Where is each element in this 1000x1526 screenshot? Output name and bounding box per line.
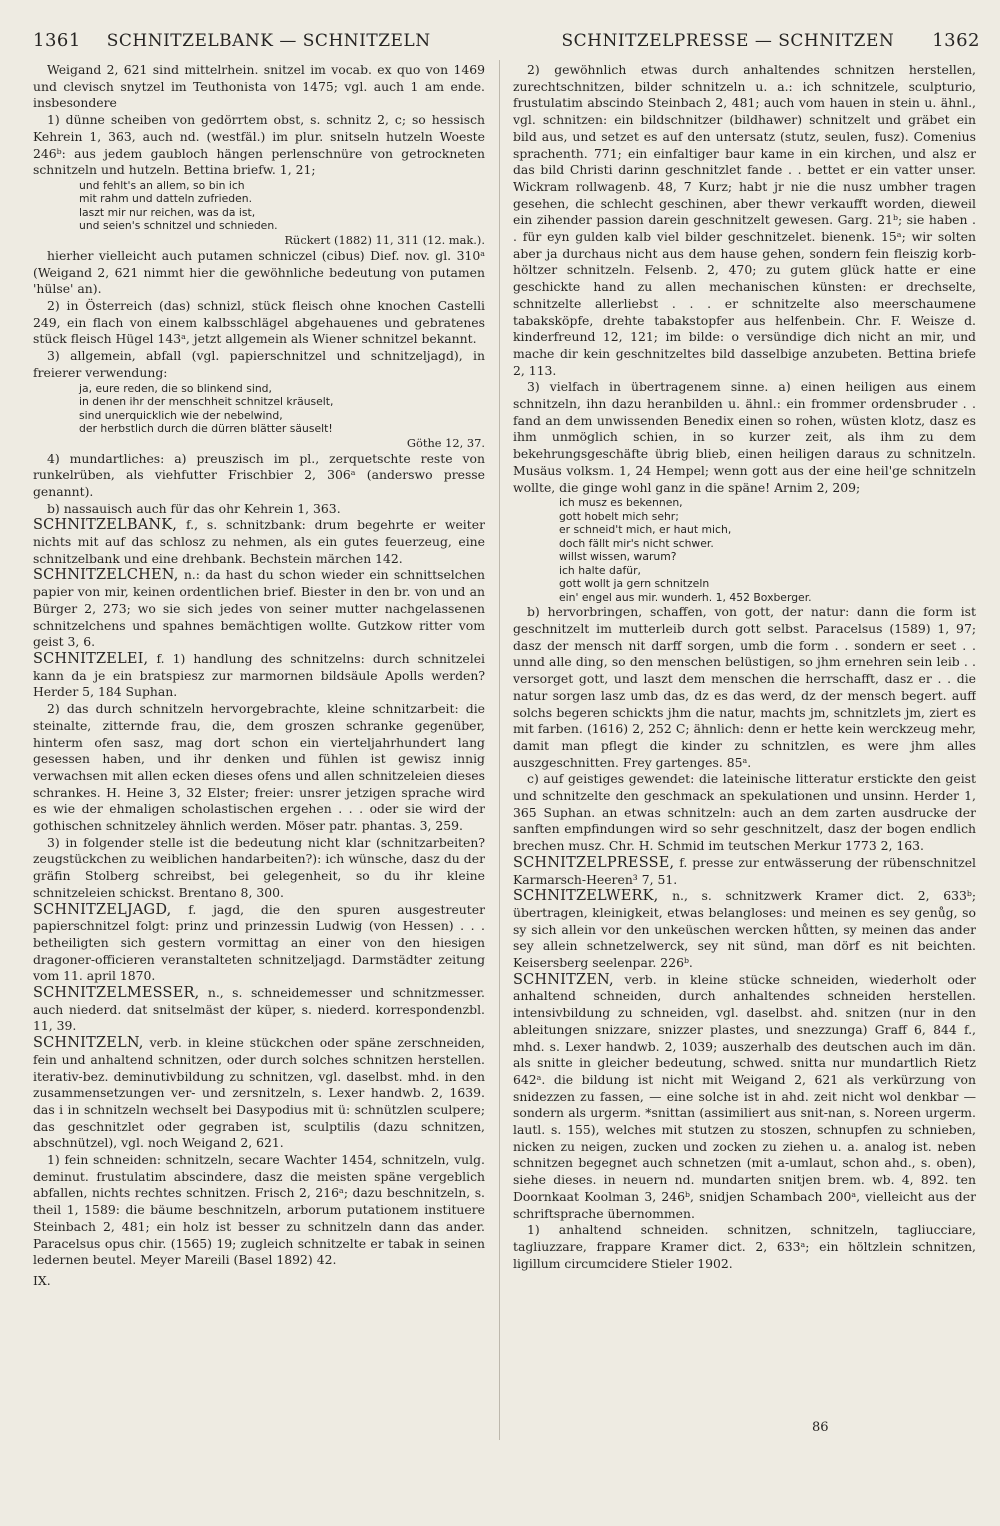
paragraph: 3) vielfach in übertragenem sinne. a) einen heiligen aus einem schnitzeln, ihn dazu heranbilden u. ähnl.: ein frommer ordensbruder . . fand an dem unwissenden Benedix einen so rohen, wüsten klotz, dasz es ihm unmöglich schien, in so kurzer zeit, als ihm zu dem bekehrungsgeschäfte übrig blieb, einen heiligen daraus zu schnitzeln. Musäus volksm. 1, 24 Hempel; wenn gott aus der eine heil'ge schnitzeln wollte, die ginge wohl ganz in die späne! Arnim 2, 209; <box>513 379 976 495</box>
quoted-verse-line: laszt mir nur reichen, was da ist, <box>79 205 256 219</box>
quoted-verse-line: in denen ihr der menschheit schnitzel kräuselt, <box>79 395 334 409</box>
quoted-verse-line: mit rahm und datteln zufrieden. <box>79 192 253 206</box>
entry-definition: n.: da hast du schon wieder ein schnittselchen papier von mir, keinen ordentlichen brief. Biester in den br. von und an Bürger 2, 273; wo sie sich jedes von seiner mutter nachgelassenen schnitzelchens und spahnes bemächtigen wollte. Gutzkow ritter vom geist 3, 6. <box>33 567 485 650</box>
quoted-verse-line: ich musz es bekennen, <box>559 496 683 510</box>
entry-headword: SCHNITZELBANK, <box>33 517 178 534</box>
entry-headword: SCHNITZELJAGD, <box>33 901 172 918</box>
dictionary-entry <box>513 972 976 1223</box>
dictionary-entry <box>513 888 976 972</box>
paragraph: b) hervorbringen, schaffen, von gott, der natur: dann die form ist geschnitzelt im mutterleib durch gott selbst. Paracelsus (1589) 1, 97; dasz der mensch nit darff sorgen, umb die form . . sondern er seet . . unnd alle ding, so den menschen belüstigen, so jhm ernehren sein leib . . versorget gott, und laszt dem menschen die herrschafft, dasz er . . die natur sorgen lasz umb das, dz es das werd, dz der mensch begert. auff solchs begeren schickts jhm die natur, machts jm, schnitzlets jm, ziert es mit farben. (1616) 2, 252 C; ähnlich: denn er hette kein werckzeug mehr, damit man pflegt die kinder zu schnitzlen, es were jhm alles auszgeschnitten. Frey gartenges. 85ᵃ. <box>513 604 976 770</box>
entry-definition: n., s. schneidemesser und schnitzmesser. auch niederd. dat snitselmäst der küper, s. niederd. korrespondenzbl. 11, 39. <box>33 985 485 1034</box>
paragraph: c) auf geistiges gewendet: die lateinische litteratur erstickte den geist und schnitzelte den geschmack an spekulationen und unsinn. Herder 1, 365 Suphan. an etwas schnitzeln: auch an dem zarten ausdrucke der sanften empfindungen wird so sehr geschnitzelt, dasz der bogen endlich brechen musz. Chr. H. Schmid im teutschen Merkur 1773 2, 163. <box>513 771 976 854</box>
left-column-number: 1361 <box>33 30 81 51</box>
paragraph: 1) anhaltend schneiden. schnitzen, schnitzeln, tagliucciare, tagliuzzare, frappare Kramer dict. 2, 633ᵃ; ein höltzlein schnitzen, ligillum circumcidere Stieler 1902. <box>513 1222 976 1271</box>
right-text-column <box>513 62 976 1462</box>
paragraph: 1) dünne scheiben von gedörrtem obst, s. schnitz 2, c; so hessisch Kehrein 1, 363, auch nd. (westfäl.) im plur. snitseln hutzeln Woeste 246ᵇ: aus jedem gaubloch hängen perlenschnüre von getrockneten schnitzeln und hutzeln. Bettina briefw. 1, 21; <box>33 112 485 178</box>
entry-definition: n., s. schnitzwerk Kramer dict. 2, 633ᵇ; übertragen, kleinigkeit, etwas belangloses: und meinen es sey genůg, so sy sich allein vor den unkeüschen wercken hůtten, sy meinen das ander sey allein schnetzelwerck, sey nit sünd, man dörf es nit beichten. Keisersberg seelenpar. 226ᵇ. <box>513 888 976 971</box>
entry-definition: f., s. schnitzbank: drum begehrte er weiter nichts mit auf das schlosz zu nehmen, als ein gutes feuerzeug, eine schnitzelbank und eine drehbank. Bechstein märchen 142. <box>33 517 485 566</box>
quoted-verse-line: sind unerquicklich wie der nebelwind, <box>79 408 283 422</box>
paragraph: 4) mundartliches: a) preuszisch im pl., zerquetschte reste von runkelrüben, als viehfutter Frischbier 2, 306ᵃ (anderswo presse genannt). <box>33 450 485 499</box>
dictionary-entry <box>33 651 485 701</box>
running-header-right <box>515 30 980 58</box>
page-number: 86 <box>812 1420 829 1435</box>
paragraph: 2) in Österreich (das) schnizl, stück fleisch ohne knochen Castelli 249, ein flach von einem kalbsschlägel abgehauenes und gebratenes stück fleisch Hügel 143ᵃ, jetzt allgemein als Wiener schnitzel bekannt. <box>33 298 485 347</box>
right-column-number: 1362 <box>932 30 980 51</box>
dictionary-entry <box>33 1035 485 1152</box>
quote-source: Rückert (1882) 11, 311 (12. mak.). <box>284 232 485 247</box>
left-running-title: SCHNITZELBANK — SCHNITZELN <box>106 31 431 51</box>
entry-definition: f. jagd, die den spuren ausgestreuter papierschnitzel folgt: prinz und prinzessin Ludwig (von Hessen) . . . betheiligten sich gestern vormittag an einer von den hiesigen dragoner-officieren veranstalteten schnitzeljagd. Darmstädter zeitung vom 11. april 1870. <box>33 901 485 984</box>
quoted-verse-line: der herbstlich durch die dürren blätter säuselt! <box>79 422 333 436</box>
entry-definition: f. presse zur entwässerung der rübenschnitzel Karmarsch-Heeren³ 7, 51. <box>513 854 976 887</box>
running-header-left <box>33 30 473 58</box>
quoted-verse-line: doch fällt mir's nicht schwer. <box>559 536 714 550</box>
paragraph: 2) das durch schnitzeln hervorgebrachte, kleine schnitzarbeit: die steinalte, zitternde frau, die, dem groszen schranke gegenüber, hinterm ofen sasz, mag dort schon ein vierteljahrhundert lang gesessen haben, und ihr denken und fühlen ist gewisz innig verwachsen mit allen ecken dieses ofens und allen schnitzeleien dieses schrankes. H. Heine 3, 32 Elster; freier: unsrer jetzigen sprache wird es wie der ehmaligen scholastischen ergehen . . . oder sie wird der gothischen schnitzeley ähnlich werden. Möser patr. phantas. 3, 259. <box>33 701 485 834</box>
dictionary-entry <box>33 567 485 651</box>
quoted-verse-line: ich halte dafür, <box>559 563 641 577</box>
paragraph: 1) fein schneiden: schnitzeln, secare Wachter 1454, schnitzeln, vulg. deminut. frustulatim abscindere, dasz die meisten späne vergeblich abfallen, nichts rechtes schnitzen. Frisch 2, 216ᵃ; dazu beschnitzeln, s. theil 1, 1589: die bäume beschnitzeln, arborum putationem instituere Steinbach 2, 481; ein holz ist besser zu schnitzeln dann das ander. Paracelsus opus chir. (1565) 19; zugleich schnitzelte er tabak in seinen ledernen beutel. Meyer Mareili (Basel 1892) 42. <box>33 1152 485 1268</box>
quoted-verse-line: und fehlt's an allem, so bin ich <box>79 178 245 192</box>
dictionary-entry <box>33 517 485 567</box>
entry-headword: SCHNITZEN, <box>513 971 614 988</box>
quoted-verse-line: ja, eure reden, die so blinkend sind, <box>79 381 272 395</box>
entry-headword: SCHNITZELPRESSE, <box>513 854 675 871</box>
paragraph: 3) in folgender stelle ist die bedeutung nicht klar (schnitzarbeiten? zeugstückchen zu weiblichen handarbeiten?): ich wünsche, dasz du der gräfin Stolberg schreibst, bei gelegenheit, so du ihr kleine schnitzeleien schickst. Brentano 8, 300. <box>33 834 485 900</box>
paragraph: 2) gewöhnlich etwas durch anhaltendes schnitzen herstellen, zurechtschnitzen, bilder schnitzeln u. a.: ich schnitzele, sculpturio, frustulatim abscindo Steinbach 2, 481; auch vom hauen in stein u. ähnl., vgl. schnitzen: ein bildschnitzer (bildhawer) schnitzelt und gräbet ein bild aus, und setzet es auf den untersatz (stutz, seulen, fusz). Comenius sprachenth. 771; ein einfaltiger baur kame in ein kirchen, und alsz er das bild Christi darinn geschnitzlet fande . . bettet er ein vatter unser. Wickram rollwagenb. 48, 7 Kurz; habt jr nie die nusz umbher tragen gesehen, die schlecht geschinen, aber thewr verkaufft worden, dieweil ein zihender passion darein geschnitzelt gewesen. Garg. 21ᵇ; sie haben . . für eyn gulden kalb viel bilder geschnitzelet. bienenk. 15ᵃ; wir solten aber ja durchaus nicht aus dem hause gehen, sondern fein fleiszig korb-höltzer schnitzeln. Felsenb. 2, 470; zu gutem glück hatte er eine geschickte hand zu allen mechanischen künsten: er drechselte, schnitzelte allerliebst . . . er schnitzelte also meerschaumene tabaksköpfe, drehte tabakstopfer aus helfenbein. Chr. F. Weisze d. kinderfreund 12, 121; im bilde: o versündige dich nicht an mir, und mache dir kein geschnitzeltes bild dasselbige anzubeten. Bettina briefe 2, 113. <box>513 62 976 378</box>
entry-headword: SCHNITZELN, <box>33 1035 144 1052</box>
volume-mark: IX. <box>33 1273 51 1288</box>
paragraph: hierher vielleicht auch putamen schniczel (cibus) Dief. nov. gl. 310ᵃ (Weigand 2, 621 nimmt hier die gewöhnliche bedeutung von putamen 'hülse' an). <box>33 247 485 297</box>
dictionary-entry <box>33 985 485 1035</box>
quoted-verse-line: und seien's schnitzel und schnieden. <box>79 219 278 233</box>
quote-source: Göthe 12, 37. <box>406 435 485 450</box>
entry-headword: SCHNITZELCHEN, <box>33 567 179 584</box>
paragraph: Weigand 2, 621 sind mittelrhein. snitzel im vocab. ex quo von 1469 und clevisch snytzel im Teuthonista von 1475; vgl. auch 1 am ende. insbesondere <box>33 62 485 111</box>
dictionary-entry <box>33 902 485 986</box>
quoted-verse-line: gott wollt ja gern schnitzeln <box>559 577 710 591</box>
entry-headword: SCHNITZELMESSER, <box>33 985 200 1002</box>
column-divider <box>499 60 500 1440</box>
right-running-title: SCHNITZELPRESSE — SCHNITZEN <box>561 31 895 51</box>
entry-headword: SCHNITZELWERK, <box>513 888 659 905</box>
entry-headword: SCHNITZELEI, <box>33 650 149 667</box>
entry-definition: verb. in kleine stücke schneiden, wiederholt oder anhaltend schneiden, durch anhaltendes schneiden herstellen. intensivbildung zu schneiden, vgl. daselbst. ahd. snitzen (nur in den ableitungen snizzare, snizzer plastes, und snezzunga) Graff 6, 844 f., mhd. s. Lexer handwb. 2, 1039; auszerhalb des deutschen auch im dän. als snitte in gleicher bedeutung, schwed. snitta nur mundartlich Rietz 642ᵃ. die bildung ist nicht mit Weigand 2, 621 als verkürzung von snidezzen zu fassen, — eine solche ist in ahd. zeit nicht wol denkbar — sondern als urgerm. *snittan (assimiliert aus snit-nan, s. Noreen urgerm. lautl. s. 155), welches mit stutzen zu stoszen, schnupfen zu schnieben, nicken zu neigen, zucken und zocken zu ziehen u. a. analog ist. neben schnitzen begegnet auch schnetzen (mit a-umlaut, schon ahd., s. oben), siehe dieses. in neuern nd. mundarten snitjen brem. wb. 4, 892. ten Doornkaat Koolman 3, 246ᵇ, snidjen Schambach 200ᵃ, vielleicht aus der schriftsprache übernommen. <box>513 971 976 1221</box>
paragraph: b) nassauisch auch für das ohr Kehrein 1, 363. <box>47 500 341 516</box>
quoted-verse-line: ein' engel aus mir. wunderh. 1, 452 Boxberger. <box>559 590 812 604</box>
quoted-verse-line: willst wissen, warum? <box>559 550 677 564</box>
quoted-verse-line: gott hobelt mich sehr; <box>559 509 679 523</box>
dictionary-entry <box>513 855 976 888</box>
paragraph: 3) allgemein, abfall (vgl. papierschnitzel und schnitzeljagd), in freierer verwendung: <box>33 348 485 380</box>
entry-definition: verb. in kleine stückchen oder späne zerschneiden, fein und anhaltend schnitzen, oder durch solches schnitzen herstellen. iterativ-bez. deminutivbildung zu schnitzen, vgl. daselbst. mhd. in den zusammensetzungen ver- und zersnitzeln, s. Lexer handwb. 2, 1639. das i in schnitzeln wechselt bei Dasypodius mit ü: schnützlen sculpere; das geschnitzlet oder gegraben ist, sculptilis (dazu schnitzen, abschnützel), vgl. noch Weigand 2, 621. <box>33 1035 485 1151</box>
entry-definition: f. 1) handlung des schnitzelns: durch schnitzelei kann da je ein bratspiesz zur marmornen bildsäule Apolls werden? Herder 5, 184 Suphan. <box>33 650 485 700</box>
quoted-verse-line: er schneid't mich, er haut mich, <box>559 523 732 537</box>
left-text-column <box>33 62 485 1462</box>
